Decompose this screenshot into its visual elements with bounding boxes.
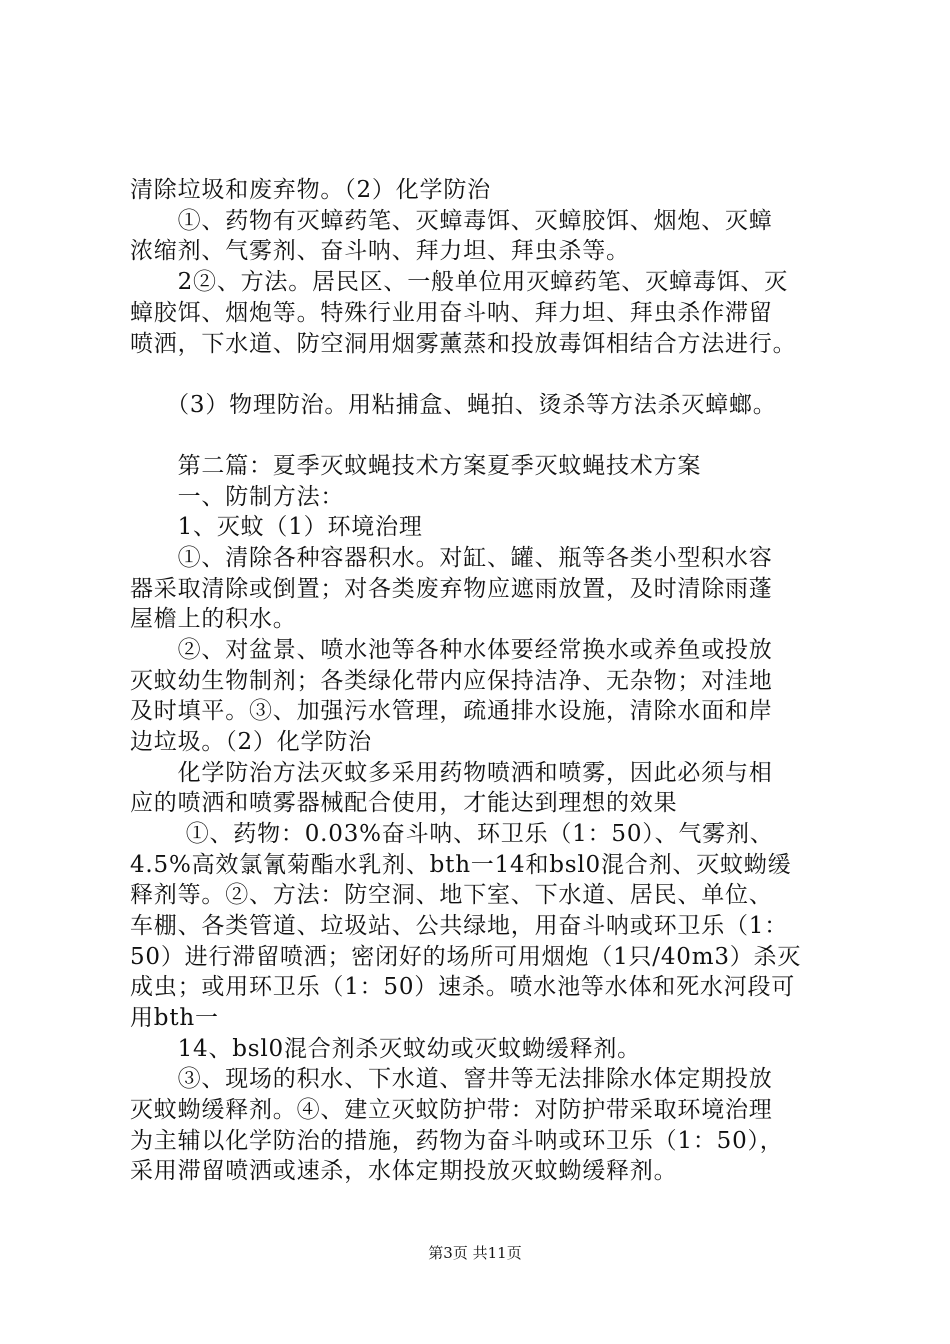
body-text-line: 成虫；或用环卫乐（1：50）速杀。喷水池等水体和死水河段可 [130, 974, 796, 1000]
body-text-line: ③、现场的积水、下水道、窨井等无法排除水体定期投放 [130, 1066, 773, 1092]
body-text-line: 4.5%高效氯氰菊酯水乳剂、bth一14和bsl0混合剂、灭蚊蚴缓 [130, 852, 792, 878]
body-text-line: 浓缩剂、气雾剂、奋斗呐、拜力坦、拜虫杀等。 [130, 238, 630, 264]
body-text-line: 灭蚊幼生物制剂；各类绿化带内应保持洁净、无杂物；对洼地 [130, 668, 773, 694]
body-text-line: ②、对盆景、喷水池等各种水体要经常换水或养鱼或投放 [130, 637, 773, 663]
body-text-line: （3）物理防治。用粘捕盒、蝇拍、烫杀等方法杀灭蟑螂。 [130, 392, 777, 418]
page-number-footer: 第3页 共11页 [428, 1244, 522, 1262]
body-text-line: 1、灭蚊（1）环境治理 [130, 514, 423, 540]
body-text-line: 喷洒，下水道、防空洞用烟雾薰蒸和投放毒饵相结合方法进行。 [130, 331, 797, 357]
body-text-line: 为主辅以化学防治的措施，药物为奋斗呐或环卫乐（1：50）， [130, 1128, 784, 1154]
body-text-line: 器采取清除或倒置；对各类废弃物应遮雨放置，及时清除雨蓬 [130, 576, 773, 602]
body-text-line: 灭蚊蚴缓释剂。④、建立灭蚊防护带：对防护带采取环境治理 [130, 1097, 773, 1123]
body-text-line: 蟑胶饵、烟炮等。特殊行业用奋斗呐、拜力坦、拜虫杀作滞留 [130, 300, 773, 326]
body-text-line: 清除垃圾和废弃物。（2）化学防治 [130, 177, 491, 203]
body-text-line: 车棚、各类管道、垃圾站、公共绿地，用奋斗呐或环卫乐（1： [130, 913, 789, 939]
body-text-line: 释剂等。②、方法：防空洞、地下室、下水道、居民、单位、 [130, 882, 773, 908]
body-text-line: ①、药物有灭蟑药笔、灭蟑毒饵、灭蟑胶饵、烟炮、灭蟑 [130, 208, 773, 234]
body-text-line: 50）进行滞留喷洒；密闭好的场所可用烟炮（1只/40m3）杀灭 [130, 944, 802, 970]
body-text-line: 应的喷洒和喷雾器械配合使用，才能达到理想的效果 [130, 790, 678, 816]
body-text-line: 14、bsl0混合剂杀灭蚊幼或灭蚊蚴缓释剂。 [130, 1036, 641, 1062]
body-text-line: ①、药物：0.03%奋斗呐、环卫乐（1：50）、气雾剂、 [130, 821, 774, 847]
body-text-line: 及时填平。③、加强污水管理，疏通排水设施，清除水面和岸 [130, 698, 773, 724]
body-text-line: 化学防治方法灭蚊多采用药物喷洒和喷雾，因此必须与相 [130, 760, 773, 786]
section-heading: 第二篇：夏季灭蚊蝇技术方案夏季灭蚊蝇技术方案 [130, 453, 702, 479]
body-text-line: 边垃圾。（2）化学防治 [130, 729, 372, 755]
body-text-line: 屋檐上的积水。 [130, 606, 297, 632]
body-text-line: 2②、方法。居民区、一般单位用灭蟑药笔、灭蟑毒饵、灭 [130, 269, 789, 295]
body-text-line: ①、清除各种容器积水。对缸、罐、瓶等各类小型积水容 [130, 545, 773, 571]
body-text-line: 采用滞留喷洒或速杀，水体定期投放灭蚊蚴缓释剂。 [130, 1158, 678, 1184]
body-text-line: 用bth一 [130, 1005, 219, 1031]
body-text-line: 一、防制方法： [130, 484, 345, 510]
